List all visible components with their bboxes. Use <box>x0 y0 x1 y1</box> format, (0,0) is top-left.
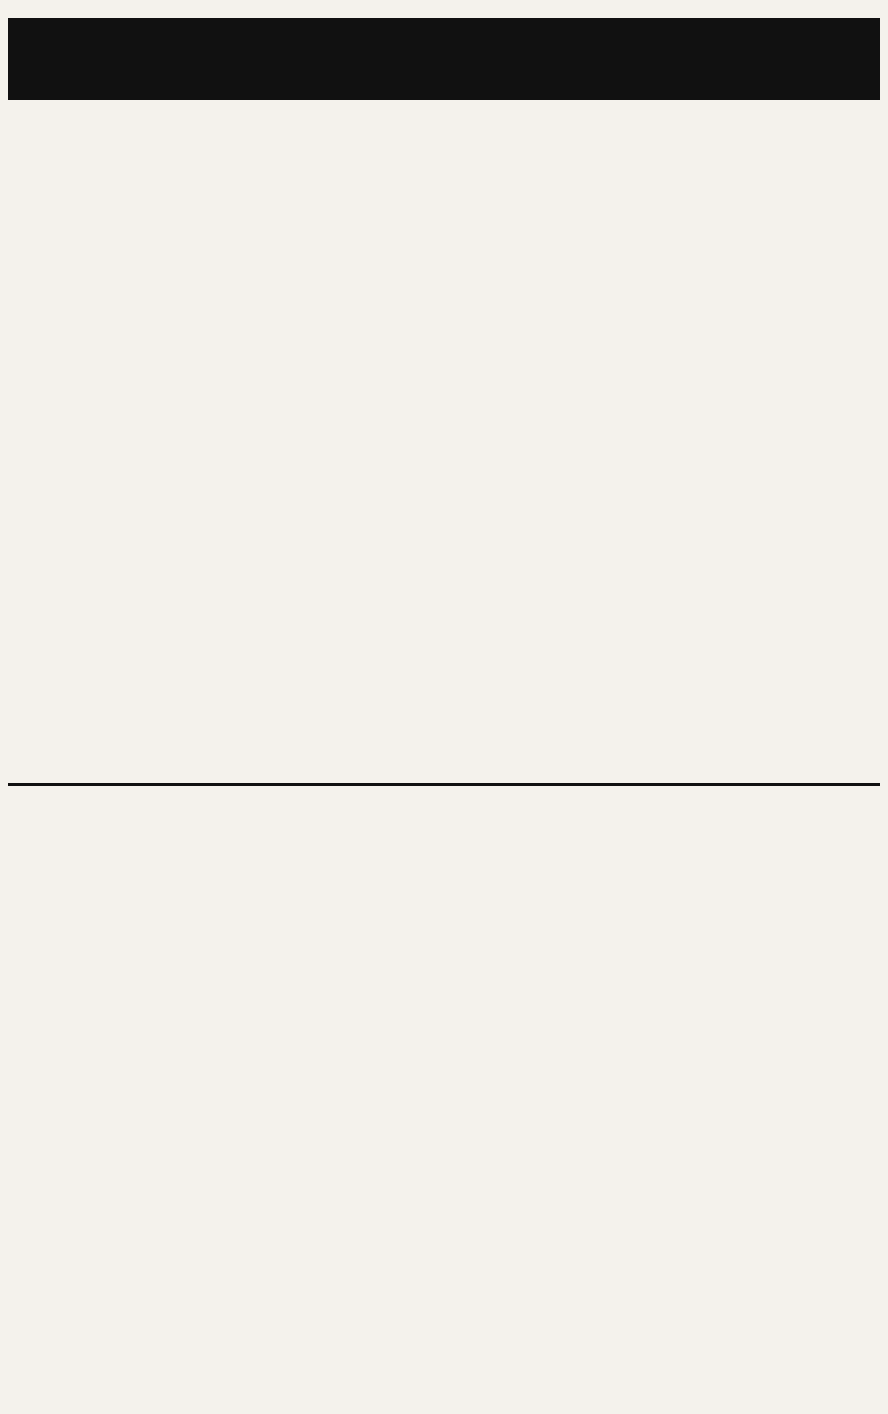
service-directory-section <box>8 790 880 1408</box>
section-divider <box>8 783 880 786</box>
classified-banner <box>8 18 880 100</box>
help-wanted-section <box>8 102 880 782</box>
